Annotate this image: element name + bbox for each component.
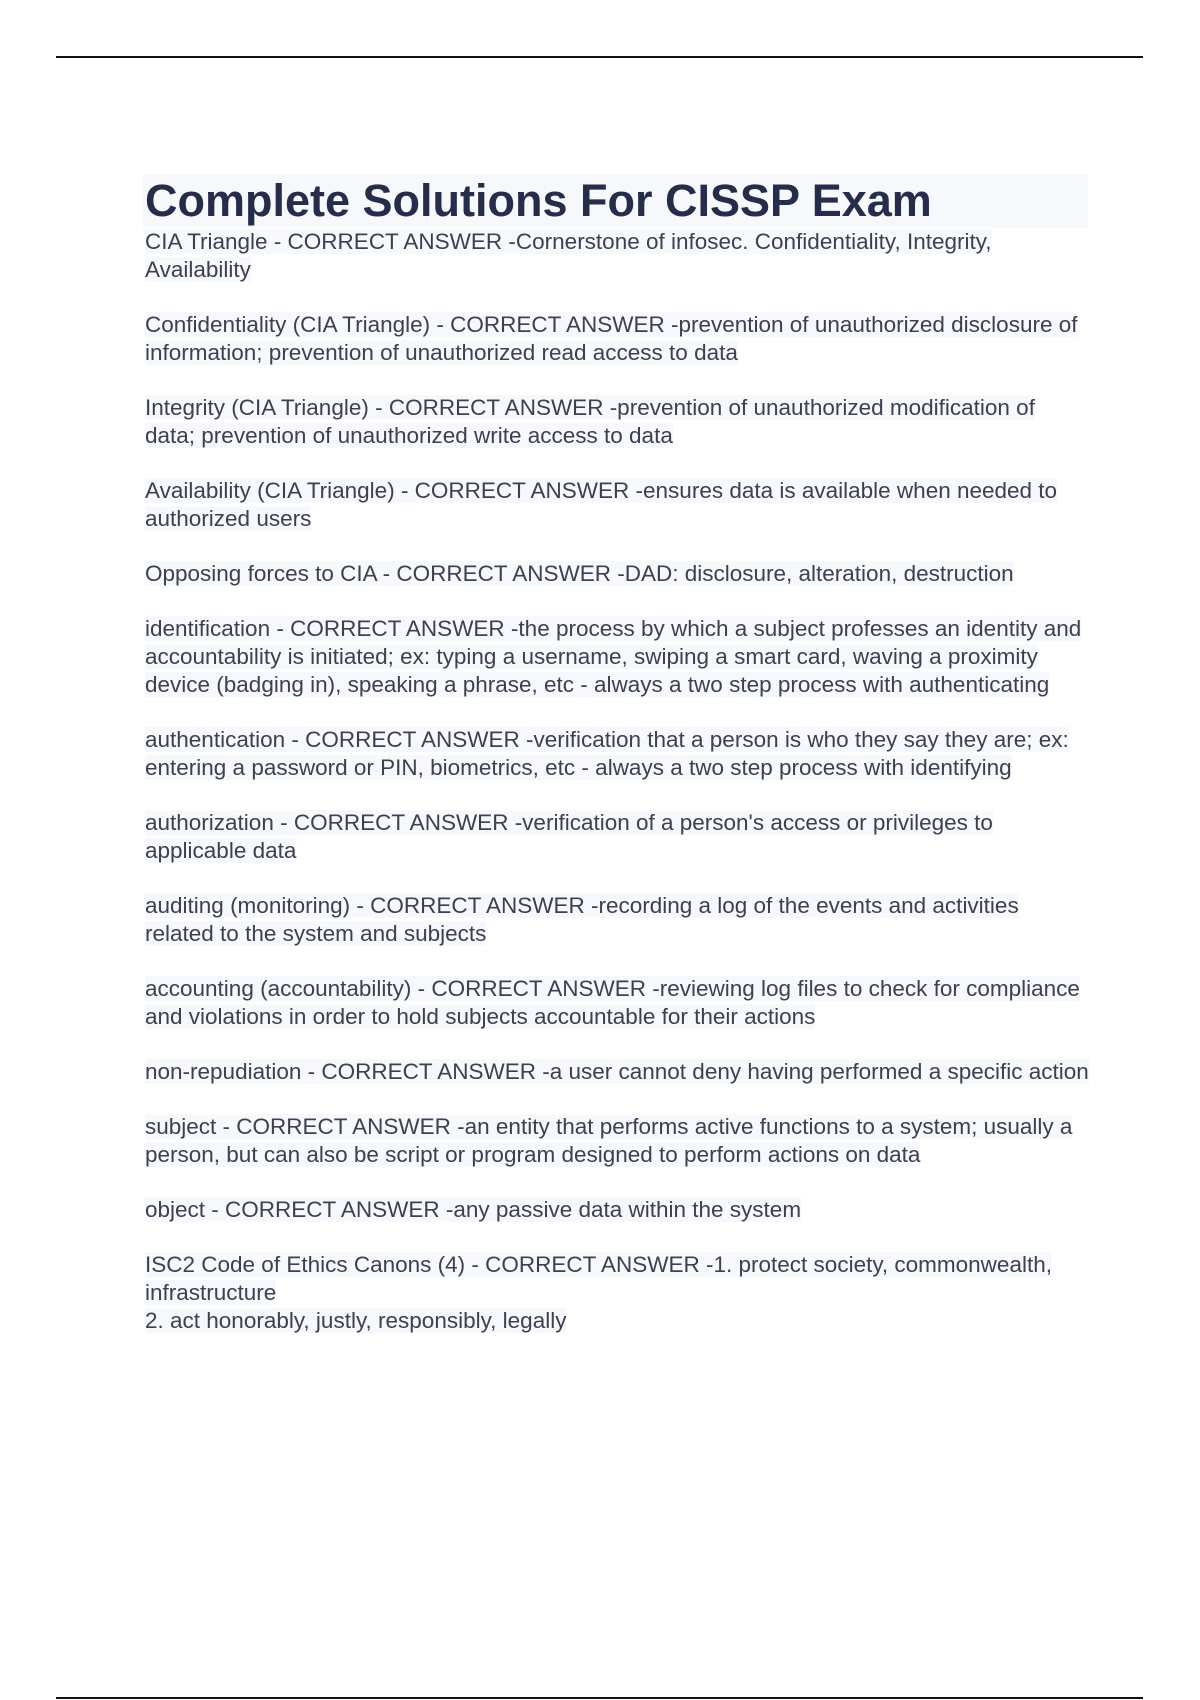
qa-item-text: Integrity (CIA Triangle) - CORRECT ANSWER -prevention of unauthorized modification of data; prevention of unauthorized write access to data <box>145 395 1035 448</box>
qa-item <box>145 228 1090 284</box>
qa-item <box>145 1251 1090 1335</box>
qa-item <box>145 975 1090 1031</box>
qa-item-text: authorization - CORRECT ANSWER -verification of a person's access or privileges to applicable data <box>145 810 993 863</box>
qa-item-text: auditing (monitoring) - CORRECT ANSWER -recording a log of the events and activities related to the system and subjects <box>145 893 1019 946</box>
header-rule <box>56 56 1143 58</box>
qa-item <box>145 1196 1090 1224</box>
qa-item <box>145 1113 1090 1169</box>
qa-item-text: Opposing forces to CIA - CORRECT ANSWER -DAD: disclosure, alteration, destruction <box>145 561 1014 586</box>
qa-item-text: identification - CORRECT ANSWER -the process by which a subject professes an identity and accountability is initiated; ex: typing a username, swiping a smart card, waving a proximity device (badging in), speaking a phrase, etc - always a two step process with authenticating <box>145 616 1082 697</box>
qa-item-text: authentication - CORRECT ANSWER -verification that a person is who they say they are; ex: entering a password or PIN, biometrics, etc - always a two step process with identifying <box>145 727 1069 780</box>
qa-item <box>145 394 1090 450</box>
qa-item-text: non-repudiation - CORRECT ANSWER -a user cannot deny having performed a specific action <box>145 1059 1089 1084</box>
qa-item-text: ISC2 Code of Ethics Canons (4) - CORRECT ANSWER -1. protect society, commonwealth, infrastructure 2. act honorably, justly, responsibly, legally <box>145 1252 1052 1333</box>
qa-item <box>145 892 1090 948</box>
footer-rule <box>56 1697 1143 1699</box>
qa-item <box>145 726 1090 782</box>
qa-item-text: Confidentiality (CIA Triangle) - CORRECT ANSWER -prevention of unauthorized disclosure of information; prevention of unauthorized read access to data <box>145 312 1078 365</box>
qa-item-text: Availability (CIA Triangle) - CORRECT ANSWER -ensures data is available when needed to authorized users <box>145 478 1058 531</box>
qa-item-text: CIA Triangle - CORRECT ANSWER -Cornerstone of infosec. Confidentiality, Integrity, Availability <box>145 229 992 282</box>
qa-item <box>145 477 1090 533</box>
qa-item <box>145 615 1090 699</box>
qa-item <box>145 1058 1090 1086</box>
qa-item-text: accounting (accountability) - CORRECT ANSWER -reviewing log files to check for compliance and violations in order to hold subjects accountable for their actions <box>145 976 1080 1029</box>
qa-item-text: object - CORRECT ANSWER -any passive data within the system <box>145 1197 802 1222</box>
qa-item <box>145 809 1090 865</box>
document-title: Complete Solutions For CISSP Exam <box>143 174 1088 228</box>
qa-item <box>145 311 1090 367</box>
document-body <box>145 174 1090 1362</box>
qa-item-text: subject - CORRECT ANSWER -an entity that performs active functions to a system; usually a person, but can also be script or program designed to perform actions on data <box>145 1114 1073 1167</box>
qa-item <box>145 560 1090 588</box>
qa-list <box>145 228 1090 1335</box>
